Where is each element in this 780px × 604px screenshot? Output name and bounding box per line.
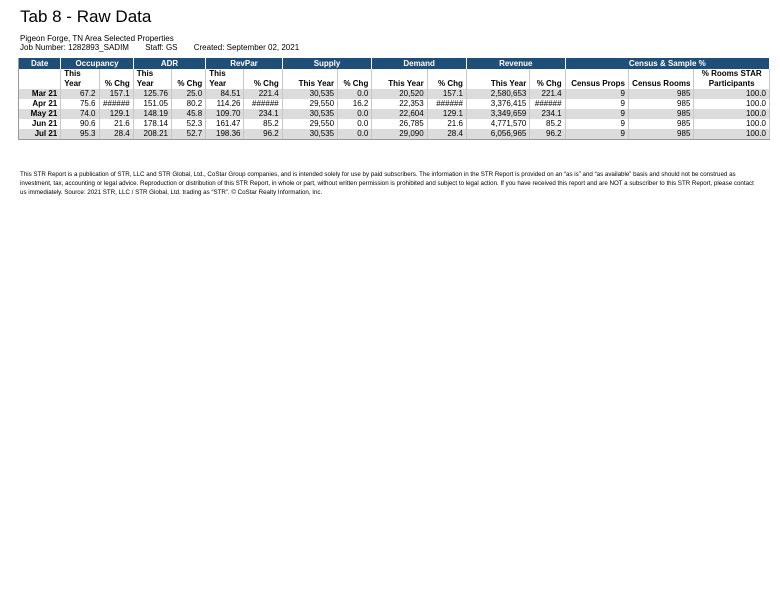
cell-revpar-chg: ######: [244, 99, 282, 109]
subheader-census-rooms: [628, 69, 693, 79]
cell-revpar-chg: 234.1: [244, 109, 282, 119]
subheader-date: [19, 69, 61, 79]
report-location: Pigeon Forge, TN Area Selected Properties: [20, 34, 174, 43]
cell-occupancy-chg: ######: [99, 99, 133, 109]
table-row: [19, 89, 770, 99]
cell-occupancy-chg: 21.6: [99, 119, 133, 129]
report-meta: [20, 43, 313, 53]
cell-demand: 29,090: [372, 129, 427, 140]
group-header-adr: ADR: [133, 58, 205, 69]
cell-supply: 30,535: [282, 129, 337, 140]
subheader-census-rooms: Census Rooms: [628, 79, 693, 89]
cell-demand: 20,520: [372, 89, 427, 99]
cell-revenue: 2,580,653: [466, 89, 529, 99]
cell-supply: 30,535: [282, 89, 337, 99]
cell-date: Jul 21: [19, 129, 61, 140]
subheader-row: [19, 69, 770, 79]
subheader-revpar-chg: % Chg: [244, 79, 282, 89]
subheader-occupancy: Year: [61, 79, 99, 89]
cell-supply-chg: 0.0: [338, 89, 372, 99]
cell-supply-chg: 0.0: [338, 109, 372, 119]
subheader-demand-chg: % Chg: [427, 79, 466, 89]
cell-revenue-chg: 234.1: [530, 109, 565, 119]
subheader-occupancy-chg: [99, 69, 133, 79]
cell-census-rooms: 985: [628, 109, 693, 119]
cell-adr: 125.76: [133, 89, 171, 99]
table-row: [19, 119, 770, 129]
cell-revpar: 109.70: [206, 109, 244, 119]
cell-revenue: 6,056,965: [466, 129, 529, 140]
cell-date: May 21: [19, 109, 61, 119]
cell-star-participants: 100.0: [694, 119, 770, 129]
cell-star-participants: 100.0: [694, 129, 770, 140]
cell-occupancy: 75.6: [61, 99, 99, 109]
cell-adr: 208.21: [133, 129, 171, 140]
cell-revpar-chg: 96.2: [244, 129, 282, 140]
cell-supply: 29,550: [282, 99, 337, 109]
subheader-adr: This: [133, 69, 171, 79]
cell-demand-chg: 21.6: [427, 119, 466, 129]
cell-census-props: 9: [565, 99, 628, 109]
cell-supply: 30,535: [282, 109, 337, 119]
cell-star-participants: 100.0: [694, 109, 770, 119]
cell-revenue-chg: 221.4: [530, 89, 565, 99]
cell-supply: 29,550: [282, 119, 337, 129]
subheader-row: [19, 79, 770, 89]
cell-occupancy: 90.6: [61, 119, 99, 129]
raw-data-table: [18, 58, 770, 140]
subheader-occupancy-chg: % Chg: [99, 79, 133, 89]
cell-adr-chg: 45.8: [172, 109, 206, 119]
cell-adr: 148.19: [133, 109, 171, 119]
cell-revenue: 3,349,659: [466, 109, 529, 119]
cell-supply-chg: 0.0: [338, 119, 372, 129]
cell-adr-chg: 52.7: [172, 129, 206, 140]
cell-census-props: 9: [565, 129, 628, 140]
cell-revpar: 84.51: [206, 89, 244, 99]
cell-occupancy: 67.2: [61, 89, 99, 99]
subheader-revpar: This: [206, 69, 244, 79]
subheader-revenue-chg: [530, 69, 565, 79]
cell-revenue: 4,771,570: [466, 119, 529, 129]
group-header-demand: Demand: [372, 58, 467, 69]
cell-census-rooms: 985: [628, 89, 693, 99]
cell-occupancy: 74.0: [61, 109, 99, 119]
cell-revenue: 3,376,415: [466, 99, 529, 109]
cell-demand: 26,785: [372, 119, 427, 129]
cell-supply-chg: 16.2: [338, 99, 372, 109]
cell-adr: 178.14: [133, 119, 171, 129]
cell-occupancy-chg: 157.1: [99, 89, 133, 99]
subheader-date: [19, 79, 61, 89]
cell-adr-chg: 52.3: [172, 119, 206, 129]
cell-revpar: 198.36: [206, 129, 244, 140]
subheader-demand-chg: [427, 69, 466, 79]
subheader-adr-chg: [172, 69, 206, 79]
subheader-supply: This Year: [282, 79, 337, 89]
subheader-revpar: Year: [206, 79, 244, 89]
cell-star-participants: 100.0: [694, 99, 770, 109]
cell-star-participants: 100.0: [694, 89, 770, 99]
disclaimer-text: This STR Report is a publication of STR, LLC and STR Global, Ltd., CoStar Group companies, and is intended solely for use by paid subscribers. The information in the STR Report is provided on an “as is” and “as available” basis and should not be construed as investment, tax, accounting or legal advice. Reproduction or distribution of this STR Report, in whole or part, without written permission is prohibited and subject to legal action. If you have received this report and are NOT a subscriber to this STR Report, please contact us immediately. Source: 2021 STR, LLC / STR Global, Ltd. trading as “STR”. © CoStar Realty Information, Inc.: [20, 171, 754, 196]
cell-census-props: 9: [565, 119, 628, 129]
subheader-supply: [282, 69, 337, 79]
subheader-census-props: Census Props: [565, 79, 628, 89]
cell-revpar-chg: 85.2: [244, 119, 282, 129]
table-row: [19, 109, 770, 119]
subheader-star-participants: Participants: [694, 79, 770, 89]
cell-occupancy: 95.3: [61, 129, 99, 140]
group-header-census: Census & Sample %: [565, 58, 769, 69]
subheader-occupancy: This: [61, 69, 99, 79]
cell-date: Mar 21: [19, 89, 61, 99]
created-date: Created: September 02, 2021: [193, 43, 300, 52]
cell-demand-chg: ######: [427, 99, 466, 109]
cell-date: Apr 21: [19, 99, 61, 109]
page-title: Tab 8 - Raw Data: [20, 7, 152, 26]
staff: Staff: GS: [145, 43, 178, 52]
cell-occupancy-chg: 28.4: [99, 129, 133, 140]
group-header-date: Date: [19, 58, 61, 69]
subheader-census-props: [565, 69, 628, 79]
cell-revpar: 114.26: [206, 99, 244, 109]
cell-demand-chg: 157.1: [427, 89, 466, 99]
cell-supply-chg: 0.0: [338, 129, 372, 140]
cell-demand: 22,604: [372, 109, 427, 119]
subheader-star-participants: % Rooms STAR: [694, 69, 770, 79]
cell-adr: 151.05: [133, 99, 171, 109]
cell-census-rooms: 985: [628, 119, 693, 129]
group-header-revenue: Revenue: [466, 58, 565, 69]
group-header-revpar: RevPar: [206, 58, 283, 69]
cell-demand-chg: 129.1: [427, 109, 466, 119]
cell-demand: 22,353: [372, 99, 427, 109]
subheader-supply-chg: [338, 69, 372, 79]
cell-census-props: 9: [565, 109, 628, 119]
subheader-revenue: This Year: [466, 79, 529, 89]
group-header-supply: Supply: [282, 58, 372, 69]
subheader-demand: This Year: [372, 79, 427, 89]
cell-occupancy-chg: 129.1: [99, 109, 133, 119]
cell-adr-chg: 25.0: [172, 89, 206, 99]
table-row: [19, 129, 770, 140]
cell-demand-chg: 28.4: [427, 129, 466, 140]
subheader-revenue-chg: % Chg: [530, 79, 565, 89]
cell-revenue-chg: 96.2: [530, 129, 565, 140]
group-header-occupancy: Occupancy: [61, 58, 133, 69]
subheader-demand: [372, 69, 427, 79]
cell-date: Jun 21: [19, 119, 61, 129]
subheader-adr-chg: % Chg: [172, 79, 206, 89]
cell-adr-chg: 80.2: [172, 99, 206, 109]
cell-revenue-chg: 85.2: [530, 119, 565, 129]
subheader-revpar-chg: [244, 69, 282, 79]
table-row: [19, 99, 770, 109]
cell-revpar-chg: 221.4: [244, 89, 282, 99]
subheader-supply-chg: % Chg: [338, 79, 372, 89]
cell-census-rooms: 985: [628, 129, 693, 140]
cell-revenue-chg: ######: [530, 99, 565, 109]
subheader-revenue: [466, 69, 529, 79]
cell-revpar: 161.47: [206, 119, 244, 129]
cell-census-rooms: 985: [628, 99, 693, 109]
cell-census-props: 9: [565, 89, 628, 99]
job-number: Job Number: 1282893_SADIM: [20, 43, 129, 52]
subheader-adr: Year: [133, 79, 171, 89]
